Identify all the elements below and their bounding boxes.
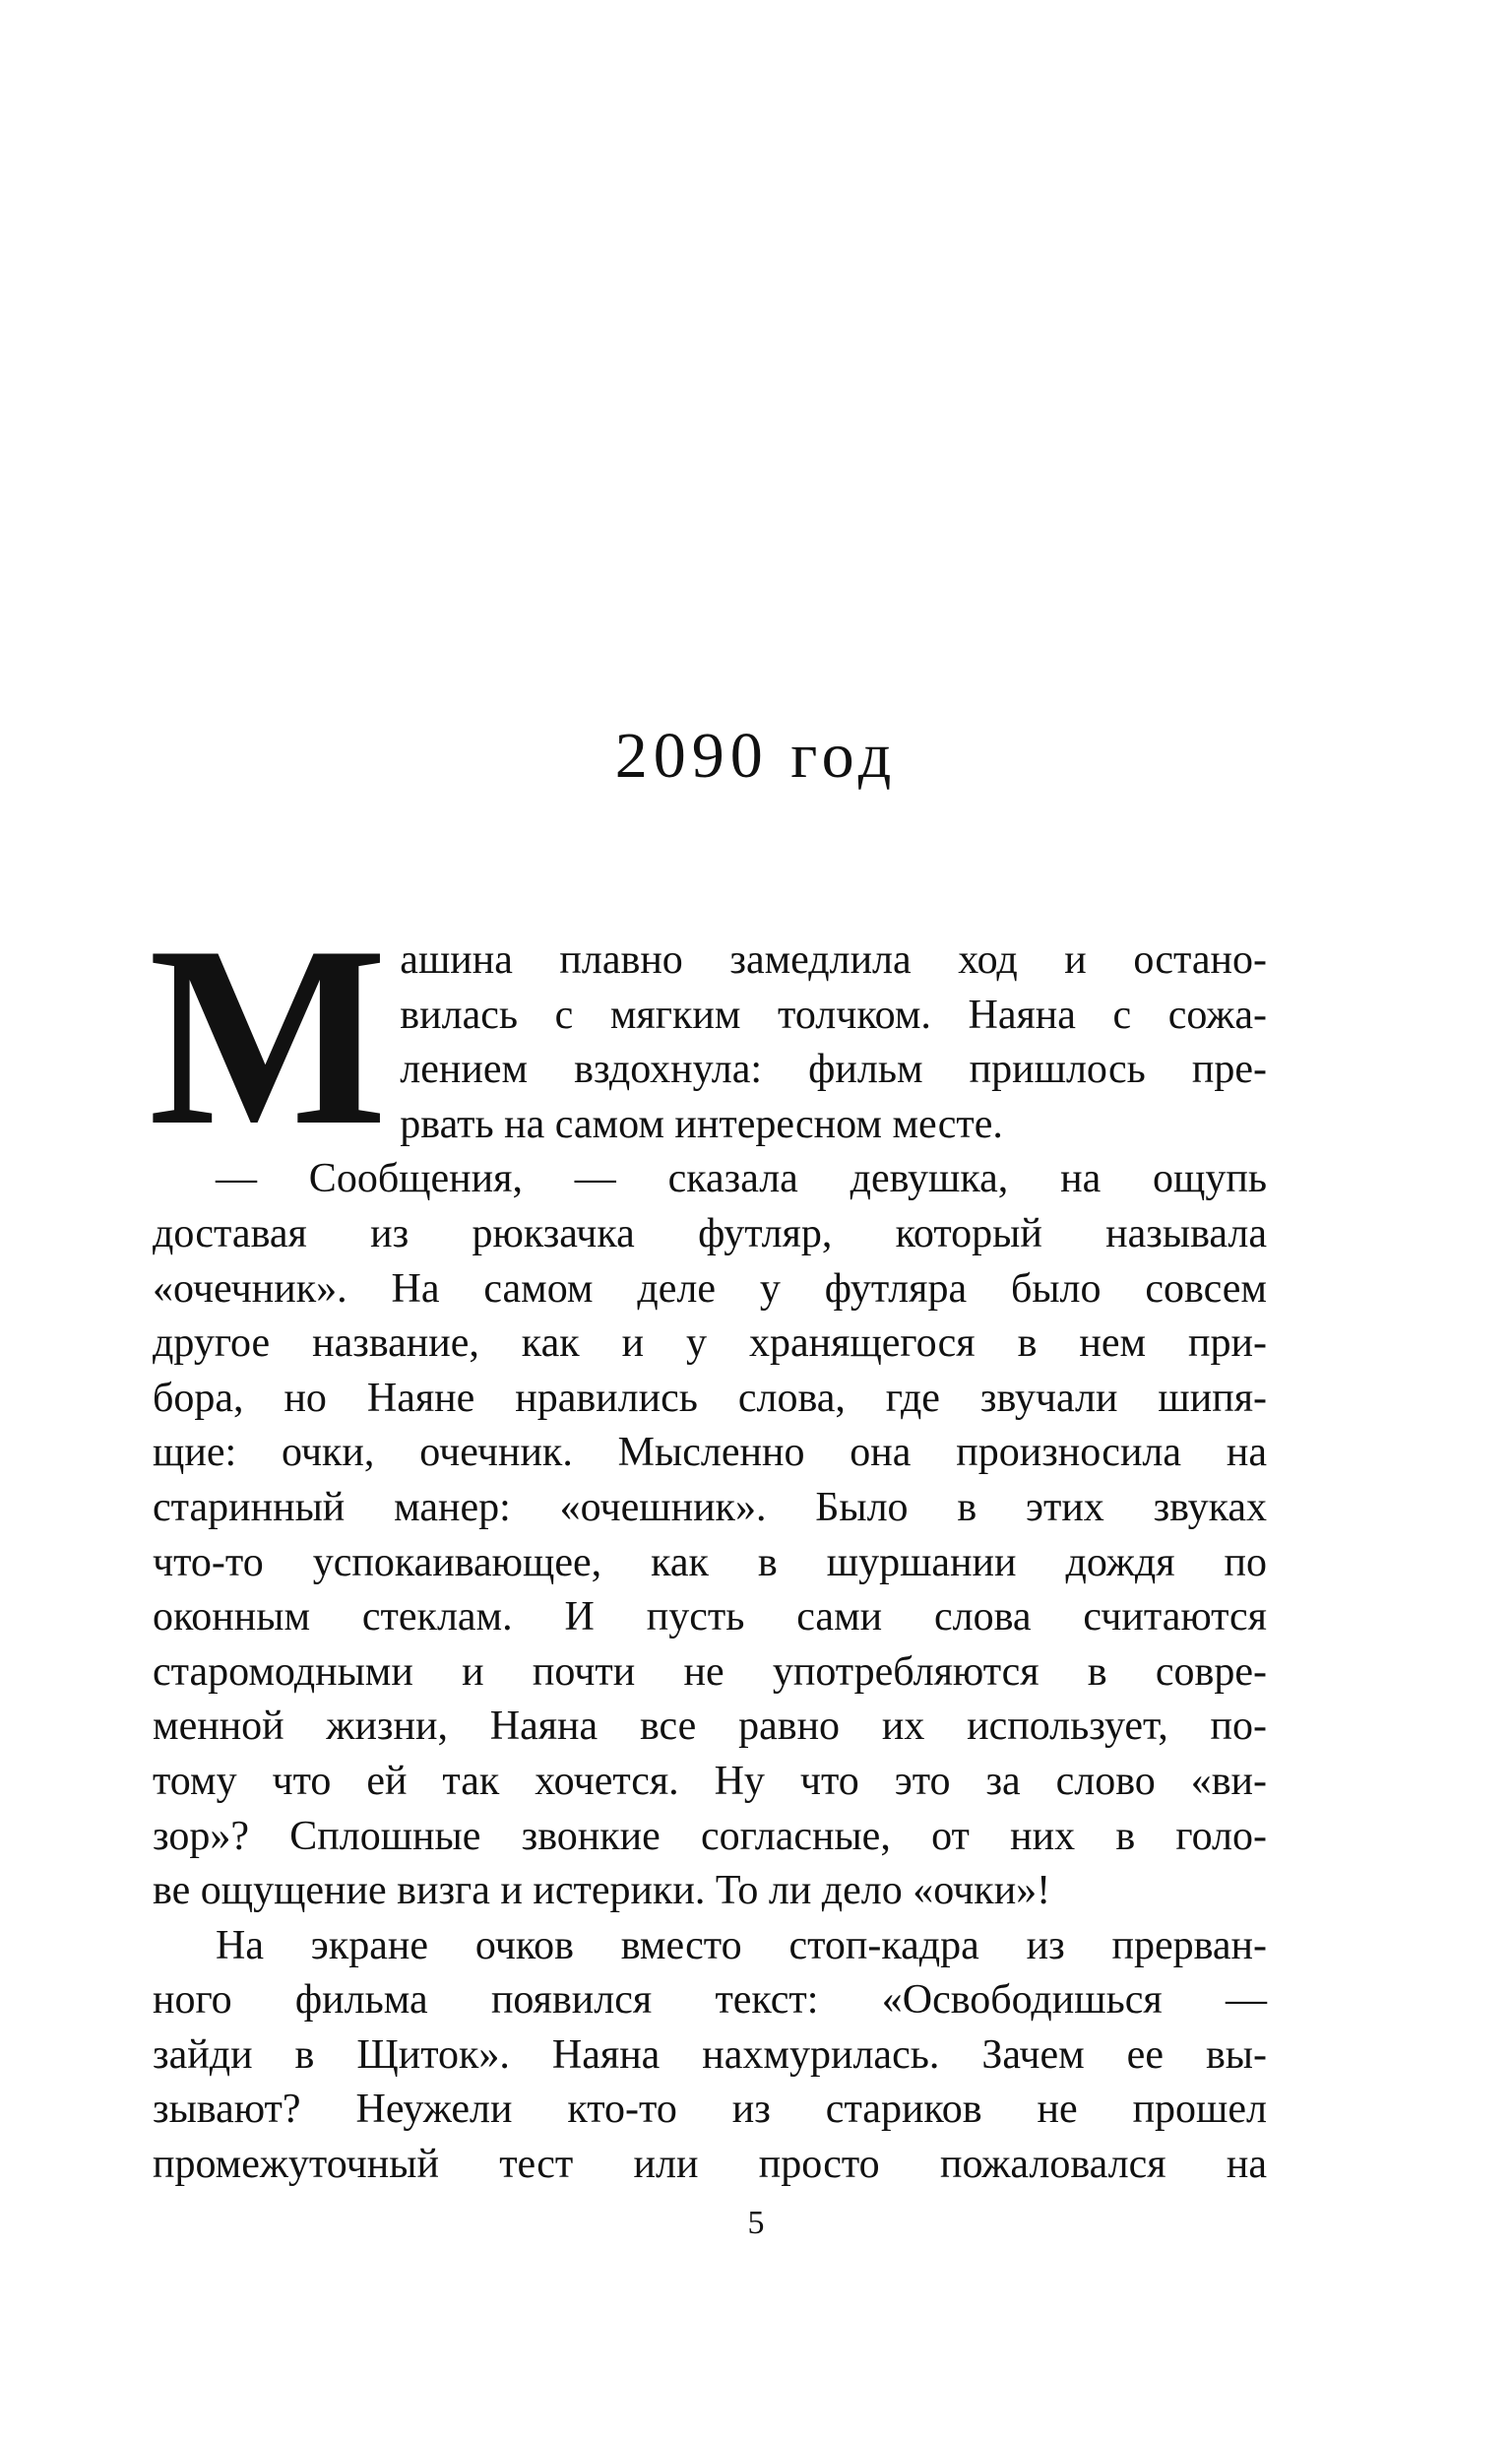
text-line: ве ощущение визга и истерики. То ли дело «очки»!: [153, 1868, 1051, 1914]
text-line: рвать на самом интересном месте.: [400, 1101, 1003, 1147]
text-line: зор»? Сплошные звонкие согласные, от них в голо-: [153, 1813, 1267, 1859]
text-line: доставая из рюкзачка футляр, который называла: [153, 1210, 1267, 1256]
paragraph-2: [153, 1152, 1267, 1918]
text-line: На экране очков вместо стоп-кадра из прерван-: [216, 1922, 1267, 1968]
drop-cap: М: [149, 893, 388, 1179]
text-line: вилась с мягким толчком. Наяна с сожа-: [400, 992, 1267, 1038]
text-line: лением вздохнула: фильм пришлось пре-: [400, 1047, 1267, 1093]
text-line: щие: очки, очечник. Мысленно она произносила на: [153, 1430, 1267, 1476]
paragraph-3: [153, 1919, 1267, 2193]
text-line: что-то успокаивающее, как в шуршании дождя по: [153, 1539, 1267, 1585]
text-line: бора, но Наяне нравились слова, где звучали шипя-: [153, 1375, 1267, 1421]
text-line: менной жизни, Наяна все равно их использует, по-: [153, 1704, 1267, 1750]
text-line: зывают? Неужели кто-то из стариков не прошел: [153, 2087, 1267, 2133]
text-line: промежуточный тест или просто пожаловался на: [153, 2142, 1267, 2188]
text-line: ашина плавно замедлила ход и остано-: [400, 937, 1267, 983]
text-line: старинный манер: «очешник». Было в этих звуках: [153, 1484, 1267, 1530]
text-line: старомодными и почти не употребляются в совре-: [153, 1648, 1267, 1695]
body-text: [149, 893, 1267, 2193]
text-line: «очечник». На самом деле у футляра было совсем: [153, 1265, 1267, 1312]
page-number: 5: [747, 2205, 765, 2241]
text-line: другое название, как и у хранящегося в нем при-: [153, 1320, 1267, 1367]
text-line: тому что ей так хочется. Ну что это за слово «ви-: [153, 1758, 1267, 1804]
chapter-title: 2090 год: [614, 720, 898, 792]
text-line: оконным стеклам. И пусть сами слова считаются: [153, 1594, 1267, 1640]
text-line: ного фильма появился текст: «Освободишься —: [153, 1977, 1267, 2024]
text-line: — Сообщения, — сказала девушка, на ощупь: [216, 1156, 1267, 1202]
text-line: зайди в Щиток». Наяна нахмурилась. Зачем ее вы-: [153, 2031, 1267, 2078]
